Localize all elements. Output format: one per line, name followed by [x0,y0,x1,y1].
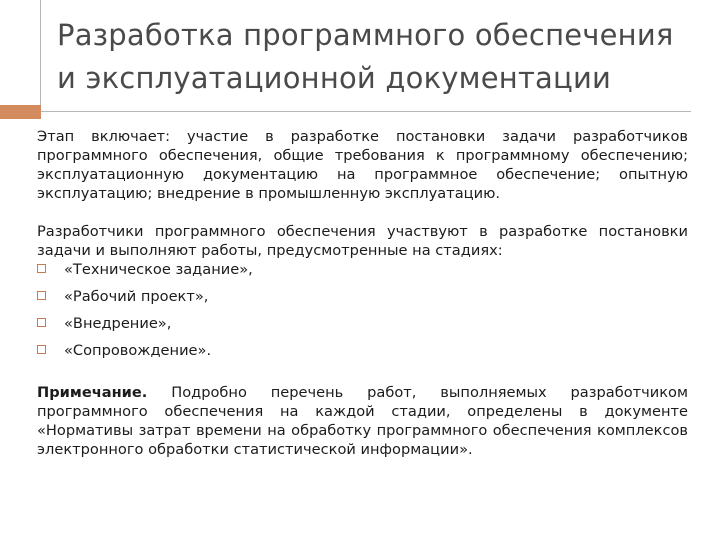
page-title-line-1: Разработка программного обеспечения [57,18,674,52]
square-bullet-icon [37,264,46,273]
note-label: Примечание. [37,384,148,401]
developers-paragraph: Разработчики программного обеспечения участвуют в разработке постановки задачи и выполняют работы, предусмотренные на стадиях: [37,223,688,259]
title-accent-block [0,105,41,119]
list-item-label: «Сопровождение». [64,342,212,359]
square-bullet-icon [37,291,46,300]
list-item-label: «Техническое задание», [64,261,253,278]
stages-list [37,256,688,364]
list-item [37,283,688,310]
square-bullet-icon [37,318,46,327]
page-title-line-2: и эксплуатационной документации [57,61,612,95]
square-bullet-icon [37,345,46,354]
stage-description-paragraph: Этап включает: участие в разработке постановки задачи разработчиков программного обеспечения, общие требования к программному обеспечению; эксплуатационную документацию на программное обеспечение; опытную эксплуатацию; внедрение в промышленную эксплуатацию. [37,128,688,202]
note-text: Подробно перечень работ, выполняемых разработчиком программного обеспечения на каждой стадии, определены в документе «Нормативы затрат времени на обработку программного обеспечения комплексов электронного обработки статистической информации». [37,384,688,458]
title-horizontal-divider [41,111,691,112]
list-item-label: «Внедрение», [64,315,172,332]
page-title [57,14,697,100]
list-item [37,337,688,364]
list-item [37,256,688,283]
title-area [0,0,720,118]
list-item-label: «Рабочий проект», [64,288,209,305]
note-paragraph [37,383,688,459]
list-item [37,310,688,337]
slide-body [37,127,688,459]
title-vertical-divider [40,0,41,118]
